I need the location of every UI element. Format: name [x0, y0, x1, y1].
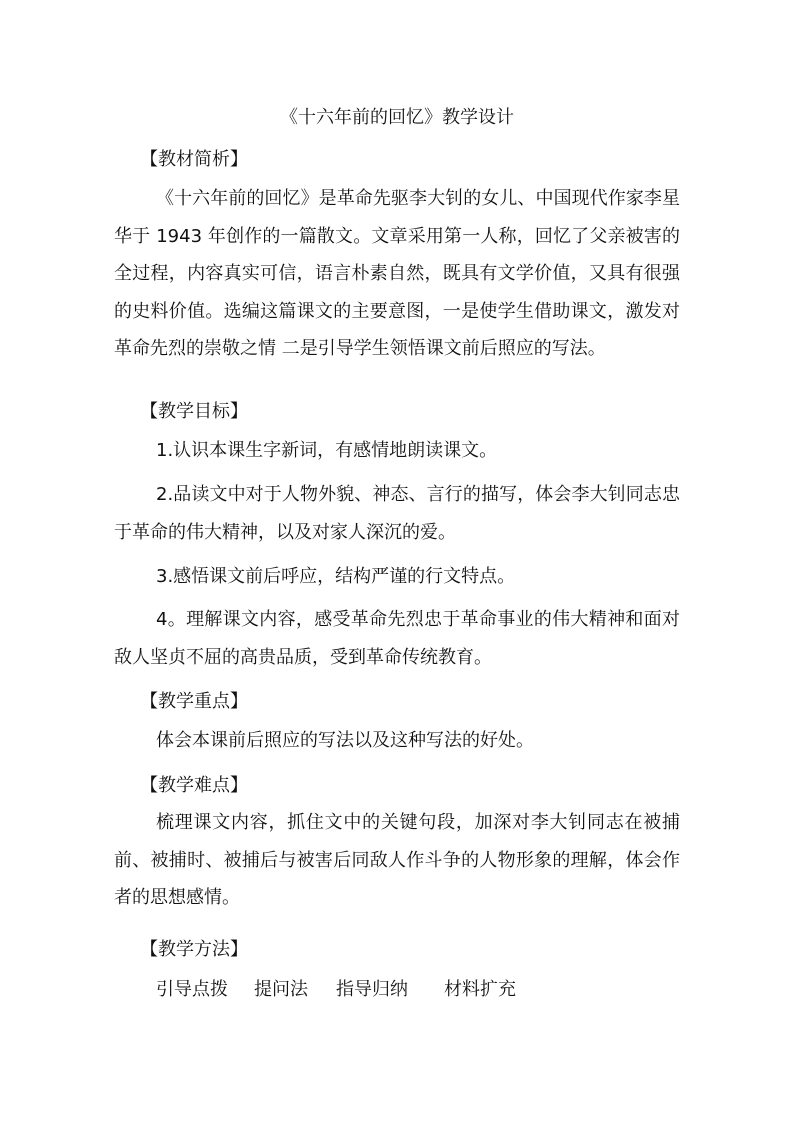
- goal-item-4: 4。理解课文内容，感受革命先烈忠于革命事业的伟大精神和面对敌人坚贞不屈的高贵品质，受到革命传统教育。: [114, 609, 680, 668]
- key-points-paragraph: 体会本课前后照应的写法以及这种写法的好处。: [156, 730, 534, 751]
- section-heading-methods: 【教学方法】: [140, 939, 248, 960]
- methods-list: [156, 976, 516, 1004]
- document-title: 《十六年前的回忆》教学设计: [280, 107, 514, 128]
- section-heading-analysis: 【教材简析】: [140, 149, 248, 170]
- method-item: 引导点拨: [156, 979, 228, 1000]
- analysis-paragraph: 《十六年前的回忆》是革命先驱李大钊的女儿、中国现代作家李星华于 1943 年创作的一篇散文。文章采用第一人称，回忆了父亲被害的全过程，内容真实可信，语言朴素自然，既具有文学价值，又具有很强的史料价值。选编这篇课文的主要意图，一是使学生借助课文，激发对革命先烈的崇敬之情 二是引导学生领悟课文前后照应的写法。: [114, 188, 680, 359]
- method-item: 指导归纳: [336, 979, 408, 1000]
- section-heading-goals: 【教学目标】: [140, 401, 248, 422]
- section-heading-key-points: 【教学重点】: [140, 691, 248, 712]
- method-item: 提问法: [254, 979, 308, 1000]
- method-item: 材料扩充: [444, 979, 516, 1000]
- section-heading-difficulties: 【教学难点】: [140, 775, 248, 796]
- goal-item-2: 2.品读文中对于人物外貌、神态、言行的描写，体会李大钊同志忠于革命的伟大精神，以及对家人深沉的爱。: [114, 484, 680, 543]
- goal-item-3: 3.感悟课文前后呼应，结构严谨的行文特点。: [156, 566, 516, 587]
- goal-item-1: 1.认识本课生字新词，有感情地朗读课文。: [156, 440, 498, 461]
- difficulties-paragraph: 梳理课文内容，抓住文中的关键句段，加深对李大钊同志在被捕前、被捕时、被捕后与被害后同敌人作斗争的人物形象的理解，体会作者的思想感情。: [114, 812, 680, 908]
